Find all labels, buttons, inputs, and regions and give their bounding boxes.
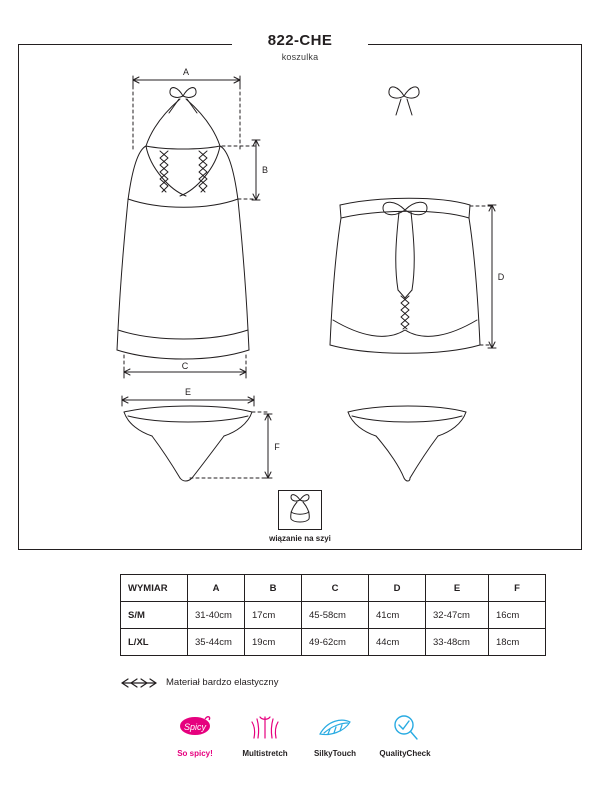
cell-lxl-c: 49-62cm (302, 629, 369, 656)
thong-back-drawing (348, 406, 466, 481)
table-header-d: D (369, 575, 426, 602)
feature-quality-check (370, 712, 440, 758)
silky-touch-feather-icon (300, 712, 370, 744)
neck-tie-icon (278, 490, 322, 530)
feature-badges (160, 712, 440, 758)
page-subtitle: koszulka (281, 52, 319, 62)
cell-lxl-a: 35-44cm (188, 629, 245, 656)
dimension-label-c: C (181, 361, 189, 371)
cell-sm-a: 31-40cm (188, 602, 245, 629)
cell-lxl-b: 19cm (245, 629, 302, 656)
table-header-wymiar: WYMIAR (121, 575, 188, 602)
dimension-label-e: E (184, 387, 192, 397)
table-header-f: F (489, 575, 546, 602)
cell-lxl-f: 18cm (489, 629, 546, 656)
feature-label-silky-touch: SilkyTouch (313, 749, 357, 758)
dimension-label-b: B (261, 165, 269, 175)
feature-label-so-spicy: So spicy! (177, 749, 213, 758)
chemise-front-drawing (117, 88, 249, 359)
measure-b (222, 140, 260, 200)
elasticity-arrows-icon (120, 678, 158, 688)
multistretch-burst-icon (230, 712, 300, 744)
neck-tie-caption: wiązanie na szyi (269, 534, 331, 543)
measure-d (470, 205, 496, 348)
measure-e (122, 396, 254, 406)
spicy-flame-icon (160, 712, 230, 744)
feature-label-multistretch: Multistretch (242, 749, 288, 758)
table-header-row (121, 575, 546, 602)
stretch-note-label: Materiał bardzo elastyczny (166, 677, 279, 688)
cell-lxl-d: 44cm (369, 629, 426, 656)
feature-label-quality-check: QualityCheck (379, 749, 431, 758)
table-header-b: B (245, 575, 302, 602)
table-header-e: E (426, 575, 489, 602)
dimension-label-a: A (182, 67, 190, 77)
size-table (120, 574, 546, 656)
back-bow-detail-drawing (389, 87, 419, 115)
cell-lxl-e: 33-48cm (426, 629, 489, 656)
cell-sm-f: 16cm (489, 602, 546, 629)
dimension-label-d: D (497, 272, 505, 282)
page-title: 822-CHE (267, 32, 333, 49)
cell-sm-c: 45-58cm (302, 602, 369, 629)
cell-sm-e: 32-47cm (426, 602, 489, 629)
dimension-label-f: F (274, 442, 280, 452)
stretch-note (120, 677, 278, 688)
feature-multistretch (230, 712, 300, 758)
feature-silky-touch (300, 712, 370, 758)
thong-front-drawing (124, 406, 252, 481)
quality-check-magnifier-icon (370, 712, 440, 744)
row-size-lxl: L/XL (121, 629, 188, 656)
cell-sm-b: 17cm (245, 602, 302, 629)
table-header-a: A (188, 575, 245, 602)
table-header-c: C (302, 575, 369, 602)
table-row (121, 602, 546, 629)
chemise-back-drawing (330, 198, 480, 353)
table-row (121, 629, 546, 656)
row-size-sm: S/M (121, 602, 188, 629)
cell-sm-d: 41cm (369, 602, 426, 629)
feature-so-spicy (160, 712, 230, 758)
svg-text:Spicy: Spicy (183, 722, 207, 732)
